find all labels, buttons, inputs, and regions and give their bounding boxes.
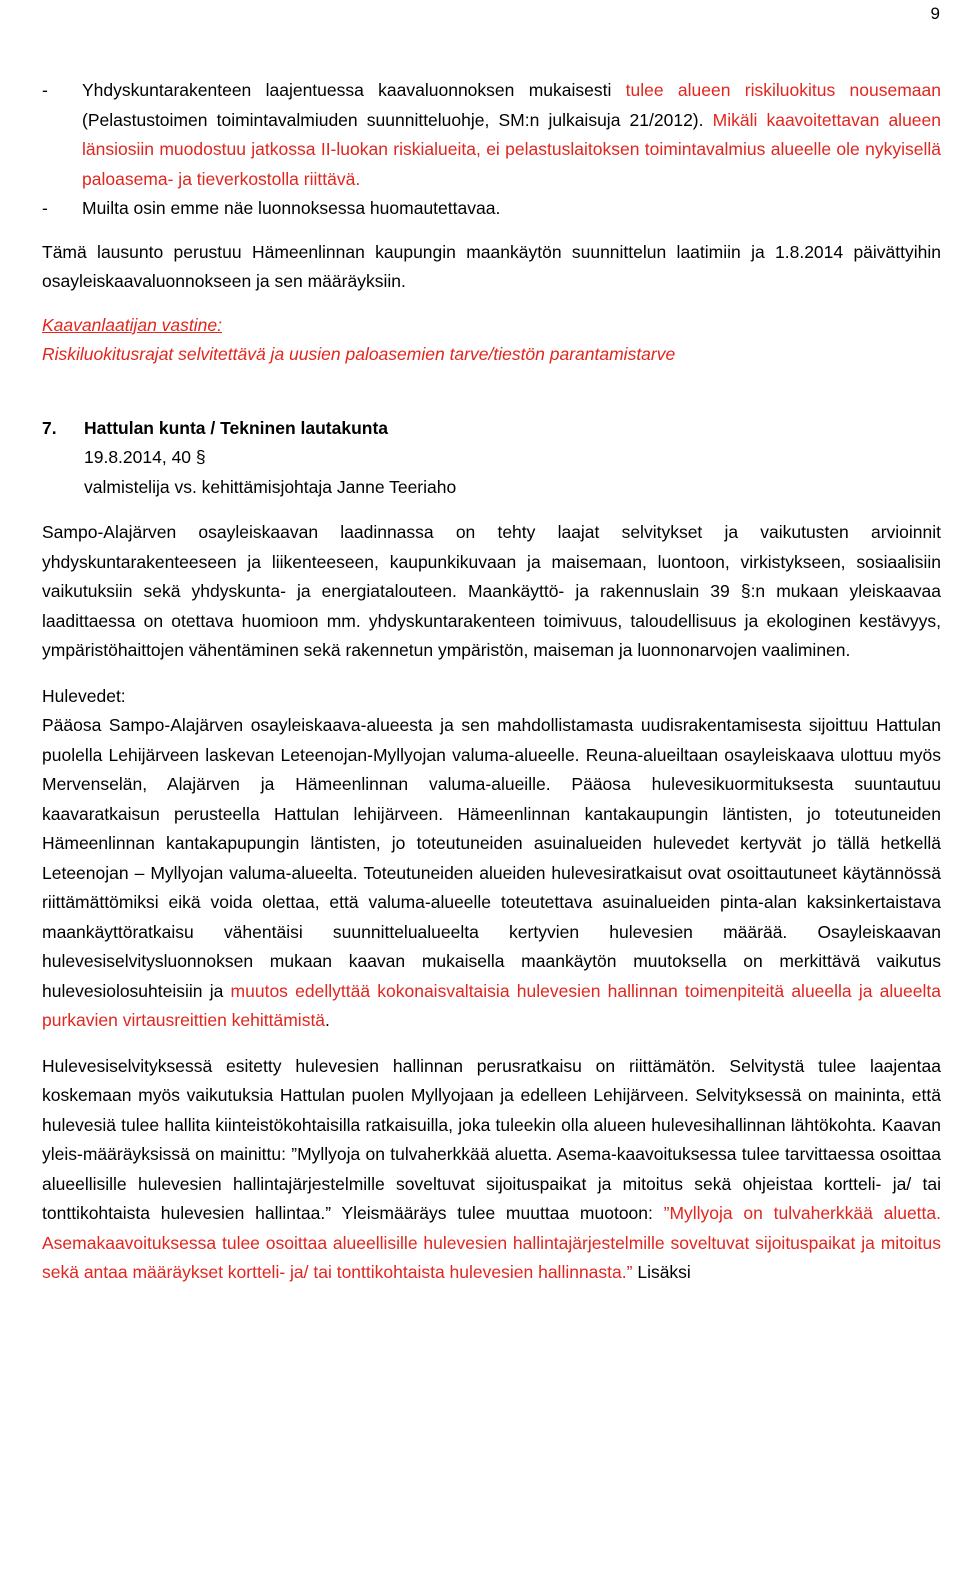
closing-paragraph xyxy=(42,1052,941,1288)
bullet-dash: - xyxy=(42,198,48,218)
section-title: Hattulan kunta / Tekninen lautakunta xyxy=(84,417,389,438)
bullet-text: (Pelastustoimen toimintavalmiuden suunnitteluohje, SM:n julkaisuja 21/2012). xyxy=(82,109,713,130)
paragraph-text-highlight: muutos edellyttää kokonaisvaltaisia hulevesien hallinnan toimenpiteitä alueella ja alueelta purkavien virtausreittien kehittämistä xyxy=(42,980,941,1030)
response-text: Riskiluokitusrajat selvitettävä ja uusien paloasemien tarve/tiestön parantamistarve xyxy=(42,344,676,364)
section-heading xyxy=(42,414,941,444)
section-number: 7. xyxy=(42,417,57,438)
response-label: Kaavanlaatijan vastine: xyxy=(42,314,222,335)
paragraph-text: . xyxy=(325,1010,330,1030)
bullet-text: Muilta osin emme näe luonnoksessa huomautettavaa. xyxy=(82,198,501,218)
paragraph-text: Lisäksi xyxy=(632,1262,691,1282)
bullet-dash: - xyxy=(42,80,48,100)
page-number: 9 xyxy=(930,4,940,23)
hulevedet-paragraph xyxy=(42,711,941,1036)
bullet-text-highlight: tulee alueen riskiluokitus nousemaan xyxy=(625,80,941,100)
section-preparer: valmistelija vs. kehittämisjohtaja Janne Teeriaho xyxy=(84,476,457,497)
bullet-risk-classification xyxy=(42,76,941,194)
paragraph-text: Pääosa Sampo-Alajärven osayleiskaava-alueesta ja sen mahdollistamasta uudisrakentamisesta sijoittuu Hattulan puolella Lehijärveen laskevan Leteenojan-Myllyojan valuma-alueelle. Reuna-alueiltaan osayleiskaava ulottuu myös Mervenselän, Alajärven ja Hämeenlinnan valuma-alueille. Pääosa hulevesikuormituksesta suuntautuu kaavaratkaisun perusteella Hattulan lehijärveen. Hämeenlinnan kantakaupungin läntisten, jo toteutuneiden Hämeenlinnan kantakapupungin läntisten, jo toteutuneiden asuinalueiden hulevedet kertyvät jo tällä hetkellä Leteenojan – Myllyojan valuma-alueelta. Toteutuneiden alueiden hulevesiratkaisut ovat osoittautuneet käytännössä riittämättömiksi eikä voida olettaa, että valuma-alueelle toteutettava asuinalueiden pinta-alan kaksinkertaistava maankäyttöratkaisu vähentäisi suunnittelualueelta kertyvien hulevesien määrää. Osayleiskaavan hulevesiselvitysluonnoksen mukaan kaavan mukaisella maankäytön muutoksella on merkittävä vaikutus hulevesiolosuhteisiin ja xyxy=(42,715,941,1001)
bullet-text: Yhdyskuntarakenteen laajentuessa kaavaluonnoksen mukaisesti xyxy=(82,80,626,100)
basis-paragraph: Tämä lausunto perustuu Hämeenlinnan kaupungin maankäytön suunnittelun laatimiin ja 1.8.2014 päivättyihin osayleiskaavaluonnokseen ja sen määräyksiin. xyxy=(42,241,941,291)
bullet-other-remarks xyxy=(42,194,941,224)
paragraph-text: Hulevesiselvityksessä esitetty hulevesien hallinnan perusratkaisu on riittämätön. Selvitystä tulee laajentaa koskemaan myös vaikutuksia Hattulan puolen Myllyojaan ja edelleen Lehijärveen. Selvityksessä on maininta, että hulevesiä tulee hallita kiinteistökohtaisilla ratkaisuilla, joka tuleekin olla alueen hulevesihallinnan lähtökohta. Kaavan yleis-määräyksissä on mainittu: ”Myllyoja on tulvaherkkää aluetta. Asema-kaavoituksessa tulee tarvittaessa osoittaa alueellisille hulevesien hallintajärjestelmille soveltuvat sijoituspaikat ja mitoitus sekä ohjeistaa kortteli- ja/ tai tonttikohtaista hulevesien hallintaa.” Yleismääräys tulee muuttaa muotoon: xyxy=(42,1055,941,1223)
bullet-text-highlight: Mikäli kaavoitettavan alueen länsiosiin muodostuu jatkossa II-luokan riskialueita, ei pelastuslaitoksen toimintavalmius alueelle ole nykyisellä paloasema- ja tieverkostolla riittävä. xyxy=(82,109,941,189)
paragraph-text-highlight: ”Myllyoja on tulvaherkkää aluetta. Asemakaavoituksessa tulee osoittaa alueellisille hulevesien hallintajärjestelmille soveltuvat sijoituspaikat ja mitoitus sekä antaa määräykset kortteli- ja/ tai tonttikohtaista hulevesien hallinnasta.” xyxy=(42,1203,941,1282)
hulevedet-heading: Hulevedet: xyxy=(42,685,126,706)
document-body xyxy=(42,76,941,1288)
section-date: 19.8.2014, 40 § xyxy=(84,447,206,467)
main-paragraph: Sampo-Alajärven osayleiskaavan laadinnassa on tehty laajat selvitykset ja vaikutusten arvioinnit yhdyskuntarakenteeseen ja liikenteeseen, kaupunkikuvaan ja maisemaan, luontoon, virkistykseen, sosiaalisiin vaikutuksiin sekä yhdyskunta- ja energiatalouteen. Maankäyttö- ja rakennuslain 39 §:n mukaan yleiskaavaa laadittaessa on otettava huomioon mm. yhdyskuntarakenteen toimivuus, taloudellisuus ja ekologinen kestävyys, ympäristöhaittojen vähentäminen sekä rakennetun ympäristön, maiseman ja luonnonarvojen vaaliminen. xyxy=(42,522,941,660)
